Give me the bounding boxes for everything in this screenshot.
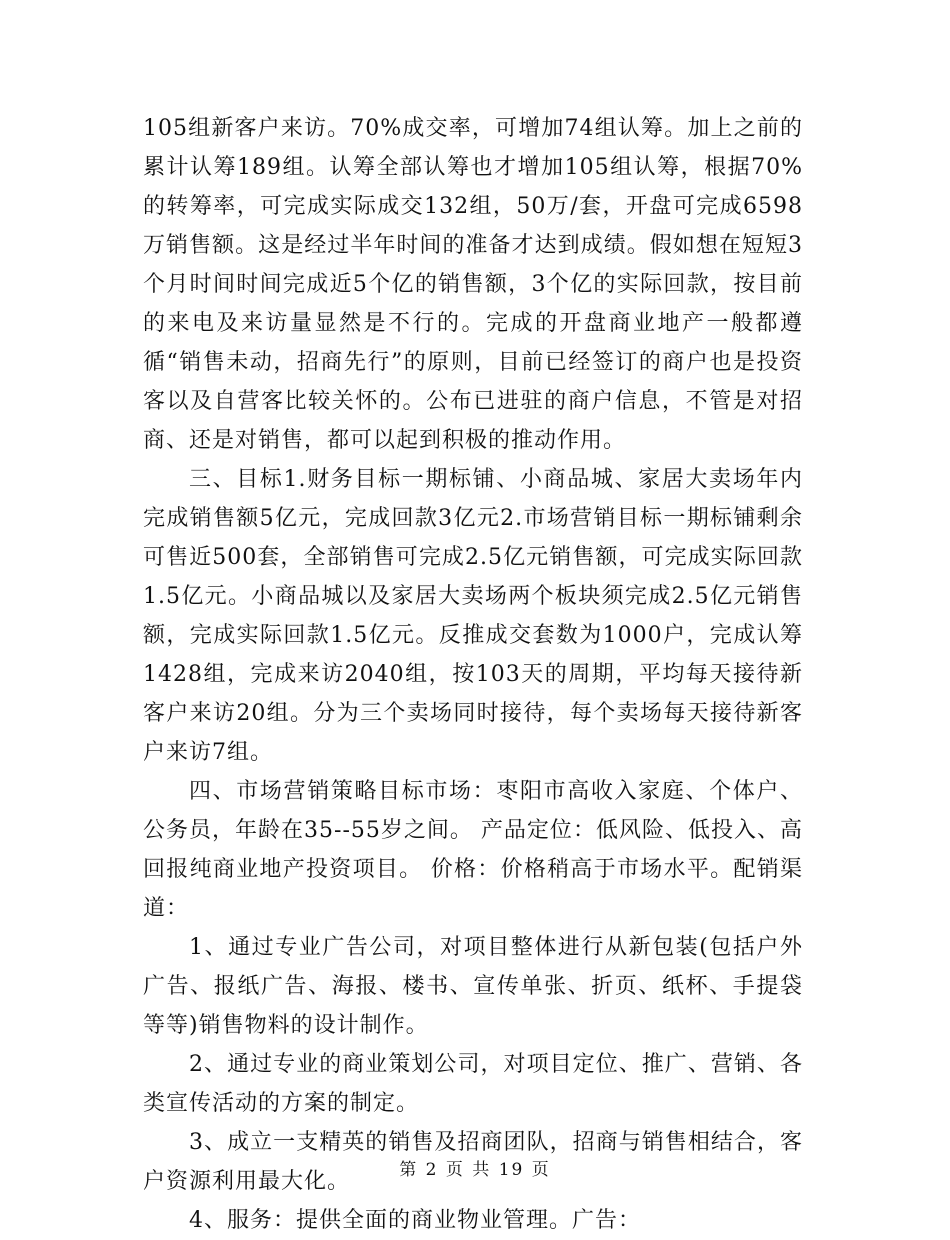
paragraph-item-advertising-company: 1、通过专业广告公司，对项目整体进行从新包装(包括户外广告、报纸广告、海报、楼书、宣传单张、折页、纸杯、手提袋等等)销售物料的设计制作。 xyxy=(143,935,803,1038)
paragraph-section-four-strategy: 四、市场营销策略目标市场：枣阳市高收入家庭、个体户、公务员，年龄在35--55岁之间。 产品定位：低风险、低投入、高回报纯商业地产投资项目。 价格：价格稍高于市场水平。配销渠道： xyxy=(143,779,803,921)
paragraph-section-three-targets: 三、目标1.财务目标一期标铺、小商品城、家居大卖场年内完成销售额5亿元，完成回款3亿元2.市场营销目标一期标铺剩余可售近500套，全部销售可完成2.5亿元销售额，可完成实际回款1.5亿元。小商品城以及家居大卖场两个板块须完成2.5亿元销售额，完成实际回款1.5亿元。反推成交套数为1000户，完成认筹1428组，完成来访2040组，按103天的周期，平均每天接待新客户来访20组。分为三个卖场同时接待，每个卖场每天接待新客户来访7组。 xyxy=(143,467,803,765)
page-number-footer: 第 2 页 共 19 页 xyxy=(399,1160,551,1180)
paragraph-item-services: 4、服务：提供全面的商业物业管理。广告： xyxy=(189,1208,641,1233)
paragraph-item-planning-company: 2、通过专业的商业策划公司，对项目定位、推广、营销、各类宣传活动的方案的制定。 xyxy=(143,1052,803,1116)
paragraph-item-sales-team: 3、成立一支精英的销售及招商团队，招商与销售相结合，客户资源利用最大化。 xyxy=(143,1130,803,1194)
document-body xyxy=(143,109,803,1240)
paragraph-sales-projection: 105组新客户来访。70%成交率，可增加74组认筹。加上之前的累计认筹189组。认筹全部认筹也才增加105组认筹，根据70%的转筹率，可完成实际成交132组，50万/套，开盘可完成6598万销售额。这是经过半年时间的准备才达到成绩。假如想在短短3个月时间时间完成近5个亿的销售额，3个亿的实际回款，按目前的来电及来访量显然是不行的。完成的开盘商业地产一般都遵循“销售未动，招商先行”的原则，目前已经签订的商户也是投资客以及自营客比较关怀的。公布已进驻的商户信息，不管是对招商、还是对销售，都可以起到积极的推动作用。 xyxy=(143,116,803,453)
